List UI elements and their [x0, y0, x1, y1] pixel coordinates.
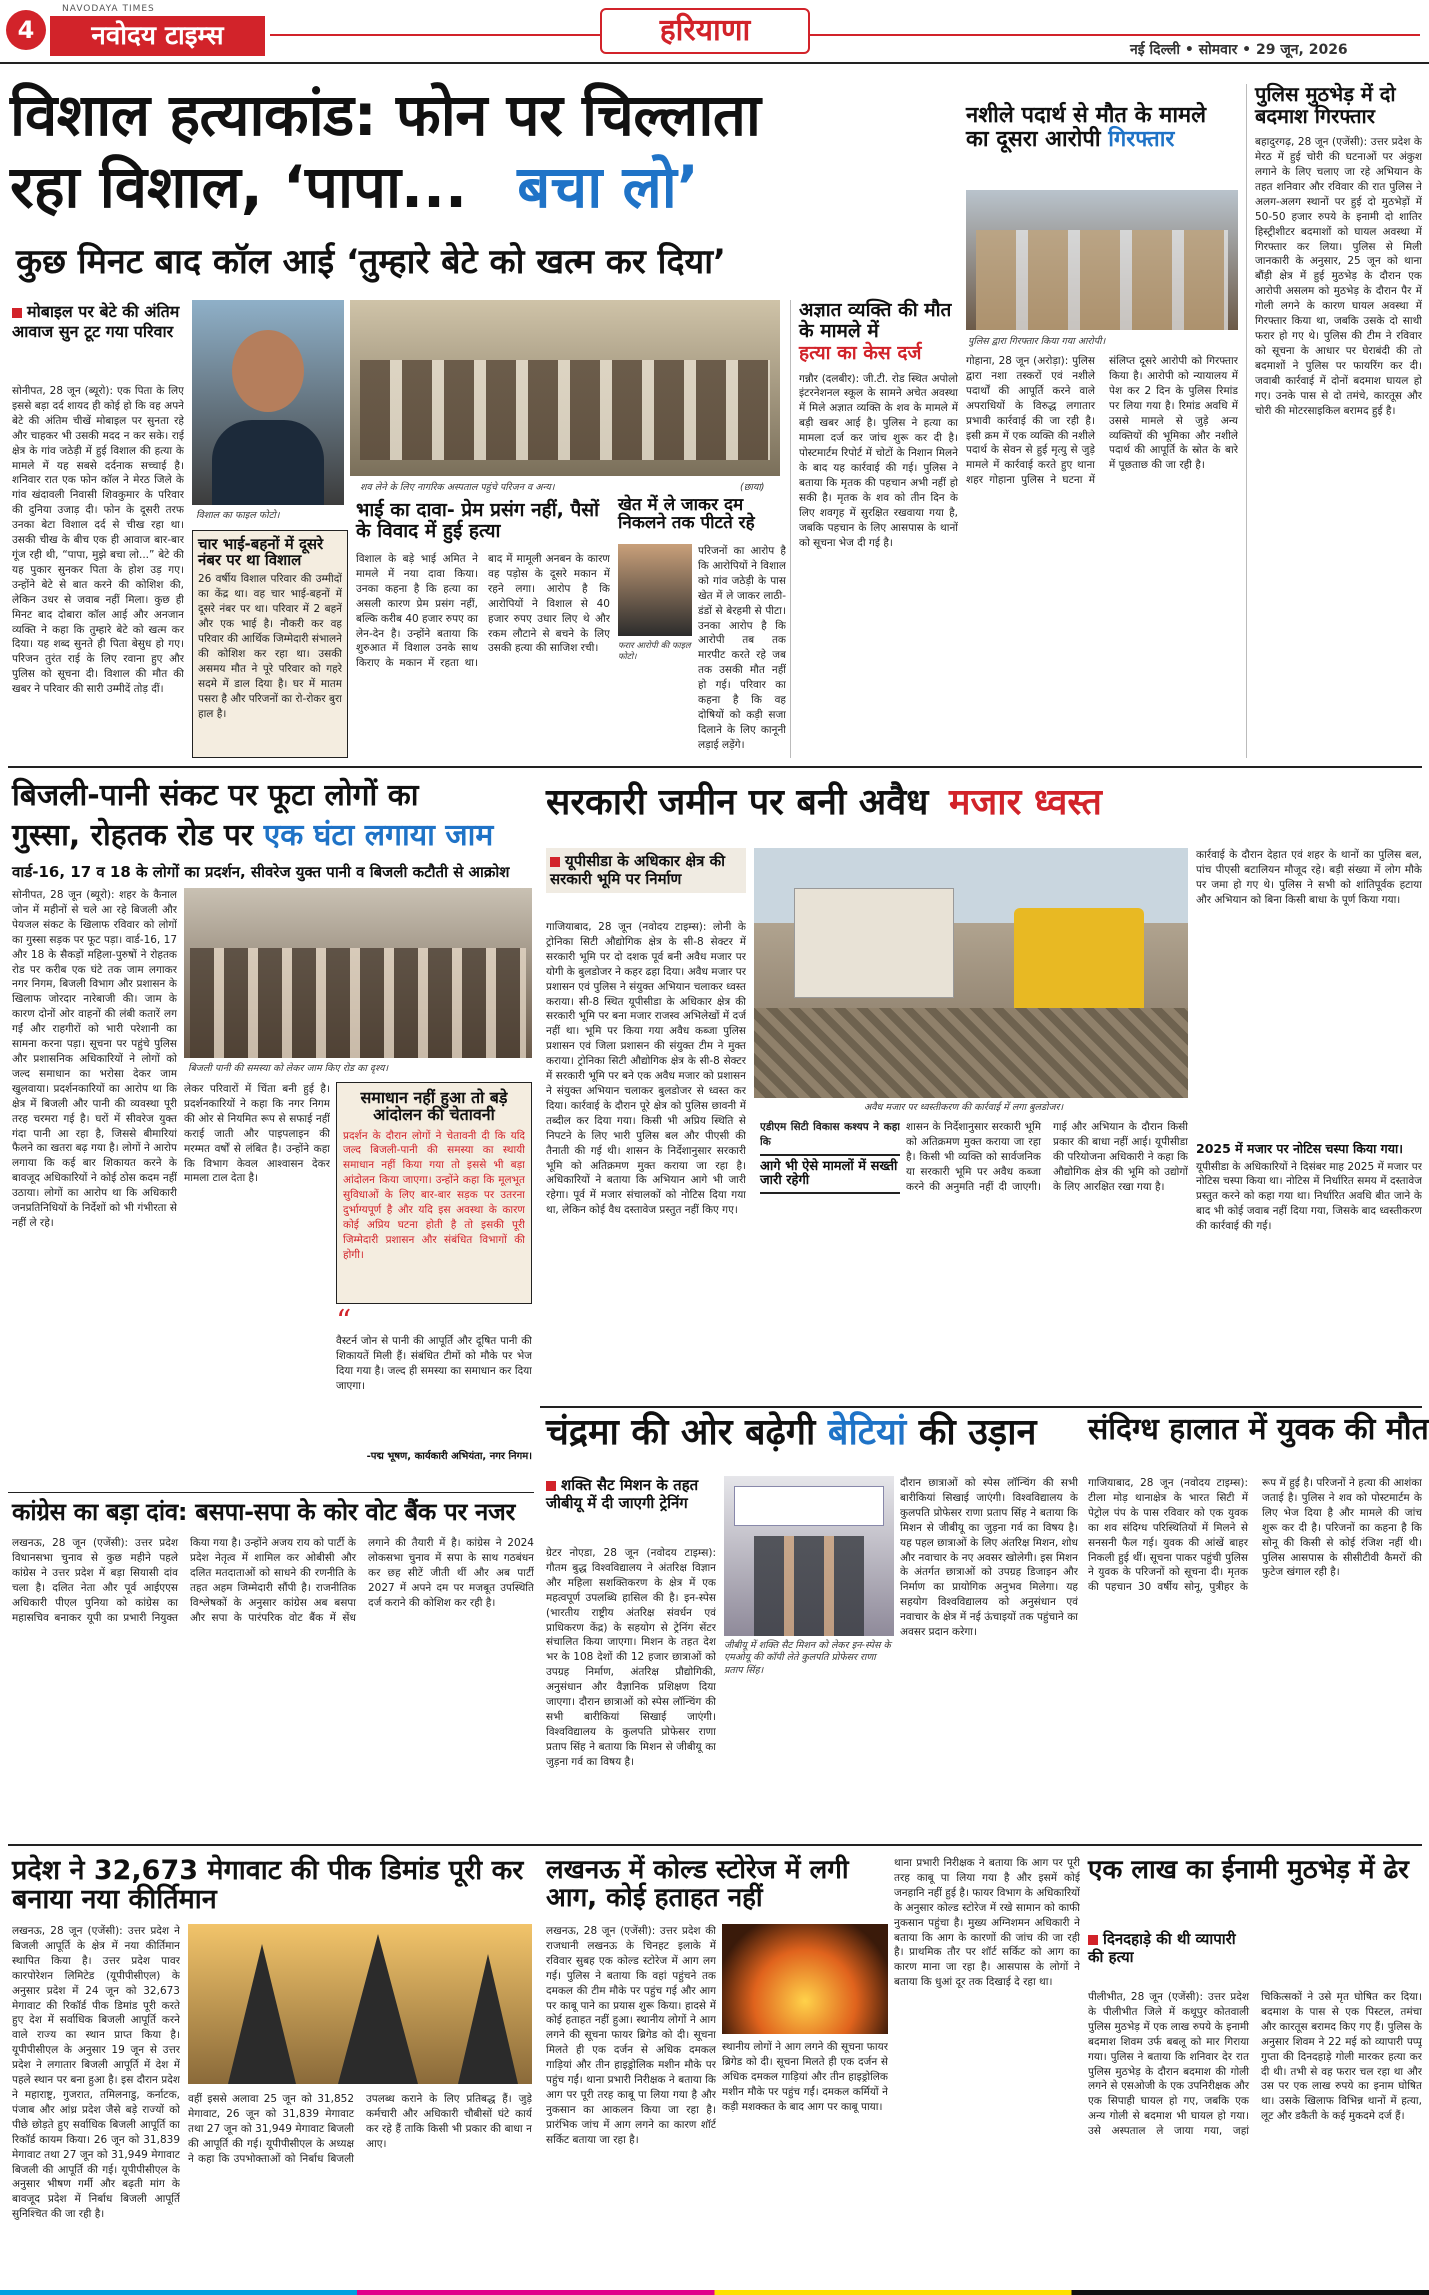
lead-box-siblings-head: चार भाई-बहनों में दूसरे नंबर पर था विशाल — [198, 535, 324, 570]
story10-body-cont — [188, 2092, 532, 2286]
story5-head2a: गुस्सा, रोहतक रोड पर — [12, 818, 254, 853]
bullet-icon — [1088, 1935, 1098, 1945]
masthead-bottom-rule — [0, 62, 1429, 64]
story5-box — [336, 1082, 532, 1304]
quote-icon: “ — [336, 1304, 352, 1339]
lead-photo-relatives-caption: शव लेने के लिए नागरिक अस्पताल पहुंचे परिजन व अन्य। — [360, 482, 555, 493]
story7-side-body-1: कार्रवाई के दौरान देहात एवं शहर के थानों का पुलिस बल, पांच पीएसी बटालियन मौजूद रहे। बड़ी संख्या में लोग मौके पर जमा हो गए थे। पुलिस ने सभी को शांतिपूर्वक हटाया और अभियान को बिना किसी बाधा के पूर्ण किया गया। — [1196, 849, 1422, 906]
masthead-rule — [270, 34, 1420, 36]
story5-quote-text: वैस्टर्न जोन से पानी की आपूर्ति और दूषित पानी की शिकायतें मिली हैं। संबंधित टीमों को मौके पर भेज दिया गया है। जल्द ही समस्या का समाधान कर दिया जाएगा। — [336, 1335, 532, 1392]
story2-head-a: नशीले पदार्थ से मौत के मामले का दूसरा आरोपी — [966, 103, 1207, 152]
divider-3 — [8, 1492, 534, 1493]
story10-head: प्रदेश ने 32,673 मेगावाट की पीक डिमांड पूरी कर बनाया नया कीर्तिमान — [12, 1855, 524, 1916]
story5-head2b: एक घंटा लगाया जाम — [263, 818, 494, 853]
lead-photo-vishal-caption: विशाल का फाइल फोटो। — [196, 510, 280, 521]
lead-headline-line2 — [10, 153, 699, 221]
people-shape — [754, 1536, 864, 1636]
story8-kicker-text: शक्ति सैट मिशन के तहत जीबीयू में दी जाएगी ट्रेनिंग — [546, 1476, 699, 1513]
lead-kicker-text: मोबाइल पर बेटे की अंतिम आवाज सुन टूट गया परिवार — [12, 302, 180, 341]
story12-head: एक लाख का ईनामी मुठभेड़ में ढेर — [1088, 1855, 1409, 1885]
story5-body-cont-text: लेकर परिवारों में चिंता बनी हुई है। प्रदर्शनकारियों ने कहा कि नगर निगम की ओर से नियमित रूप से सफाई नहीं कराई जाती और पाइपलाइन की मरम्मत वर्षों से लंबित है। उन्होंने कहा कि विभाग केवल आश्वासन देकर मामला टाल देता है। — [184, 1083, 330, 1185]
lead-brother-head: भाई का दावा- प्रेम प्रसंग नहीं, पैसों के विवाद में हुई हत्या — [356, 499, 600, 542]
story2-head — [966, 104, 1234, 152]
lead-photo-relatives-credit: (छाया) — [740, 482, 765, 493]
person-silhouette-icon — [232, 330, 304, 412]
story5-head1: बिजली-पानी संकट पर फूटा लोगों का — [12, 778, 419, 813]
story5-caption: बिजली पानी की समस्या को लेकर जाम किए रोड का दृश्य। — [188, 1063, 389, 1074]
building-shape — [794, 888, 954, 998]
story2-photo — [966, 190, 1238, 330]
story5-quote — [336, 1304, 532, 1488]
lead-headline-line2b: बचा लो’ — [517, 153, 699, 221]
story7-head-text: सरकारी जमीन पर बनी अवैध — [546, 782, 929, 823]
lead-field-body: परिजनों का आरोप है कि आरोपियों ने विशाल को गांव जठेड़ी के पास खेत में ले जाकर लाठी-डंडों से बेरहमी से पीटा। उनका आरोप है कि आरोपी तब तक मारपीट करते रहे जब तक उसकी मौत नहीं हो गई। परिवार का कहना है कि वह दोषियों को कड़ी सजा दिलाने के लिए कानूनी लड़ाई लड़ेंगे। — [698, 545, 786, 751]
banner-shape — [734, 1486, 884, 1526]
story11-head: लखनऊ में कोल्ड स्टोरेज में लगी आग, कोई हताहत नहीं — [546, 1855, 849, 1914]
story3-box — [790, 300, 958, 758]
story7-body-cont — [906, 1120, 1188, 1398]
story5-head2 — [12, 820, 493, 852]
rubble-shape — [754, 1008, 1188, 1098]
story5-body: सोनीपत, 28 जून (ब्यूरो): शहर के कैनाल जोन में महीनों से चले आ रहे बिजली और पेयजल संकट के खिलाफ रविवार को लोगों का गुस्सा सड़क पर फूट पड़ा। वार्ड-16, 17 और 18 के सैकड़ों महिला-पुरुषों ने रोहतक रोड पर करीब एक घंटे तक जाम लगाकर नगर निगम, बिजली विभाग और प्रशासन के खिलाफ जोरदार नारेबाजी की। जाम के कारण दोनों ओर वाहनों की लंबी कतारें लग गईं और राहगीरों को भारी परेशानी का सामना करना पड़ा। सूचना पर पहुंचे पुलिस और प्रशासनिक अधिकारियों ने लोगों को जल्द समाधान का भरोसा देकर जाम खुलवाया। प्रदर्शनकारियों का आरोप था कि क्षेत्र में बिजली और पानी की व्यवस्था पूरी तरह चरमरा गई है। घरों में सीवरेज युक्त गंदा पानी आ रहा है, जिससे बीमारियां फैलने का खतरा बढ़ गया है। लोगों ने आरोप लगाया कि कई बार शिकायत करने के बावजूद अधिकारियों ने कोई ठोस कदम नहीं उठाया। लोगों का आरोप था कि अधिकारी जनप्रतिनिधियों के निर्देशों को भी गंभीरता से नहीं ले रहे। — [12, 889, 177, 1229]
story7-photo — [754, 848, 1188, 1098]
story7-head-red: मजार ध्वस्त — [949, 782, 1102, 823]
lead-box-siblings — [192, 530, 348, 758]
story9-head: संदिग्ध हालात में युवक की मौत — [1088, 1412, 1429, 1447]
story12-body: पीलीभीत, 28 जून (एजेंसी): उत्तर प्रदेश के पीलीभीत जिले में कथूपुर कोतवाली पुलिस मुठभेड़ में एक लाख रुपये के इनामी बदमाश शिवम उर्फ बबलू को मार गिराया गया। पुलिस ने बताया कि शनिवार देर रात पुलिस मुठभेड़ के दौरान बदमाश की गोली लगने से एसओजी के एक उपनिरीक्षक और एक सिपाही घायल हो गए, जबकि एक अन्य गोली से बदमाश भी घायल हो गया। उसे अस्पताल ले जाया गया, जहां चिकित्सकों ने उसे मृत घोषित कर दिया। बदमाश के पास से एक पिस्टल, तमंचा और कारतूस बरामद किए गए हैं। पुलिस के अनुसार शिवम ने 22 मई को व्यापारी पप्पू गुप्ता की दिनदहाड़े गोली मारकर हत्या कर दी थी। तभी से वह फरार चल रहा था और उस पर एक लाख रुपये का इनाम घोषित था। उसके खिलाफ विभिन्न थानों में हत्या, लूट और डकैती के कई मुकदमे दर्ज हैं। — [1088, 1991, 1422, 2138]
story7-caption: अवैध मजार पर ध्वस्तीकरण की कार्रवाई में लगा बुलडोजर। — [864, 1102, 1064, 1113]
story7-kicker-text: यूपीसीडा के अधिकार क्षेत्र की सरकारी भूमि पर निर्माण — [550, 852, 725, 889]
lead-brother-body: विशाल के बड़े भाई अमित ने मामले में नया दावा किया। उनका कहना है कि हत्या का असली कारण प्रेम प्रसंग नहीं, बल्कि करीब 40 हजार रुपए का लेन-देन है। उन्होंने बताया कि शुरुआत में विशाल उनके साथ किराए के मकान में रहता था। बाद में मामूली अनबन के कारण वह पड़ोस के दूसरे मकान में रहने लगा। आरोप है कि आरोपियों ने विशाल से 40 हजार रुपए उधार लिए थे और रकम लौटाने से बचने के लिए उसकी हत्या की साजिश रची। — [356, 553, 610, 670]
story5-photo — [184, 888, 532, 1058]
lead-field-head: खेत में ले जाकर दम निकलने तक पीटते रहे — [618, 495, 755, 534]
pylon-icon — [458, 1954, 518, 2084]
story11-body-cont2-text: थाना प्रभारी निरीक्षक ने बताया कि आग पर पूरी तरह काबू पा लिया गया है और इसमें कोई जनहानि नहीं हुई है। फायर विभाग के अधिकारियों के अनुसार कोल्ड स्टोरेज में रखे सामान को काफी नुकसान पहुंचा है। मुख्य अग्निशमन अधिकारी ने बताया कि आग के कारणों की जांच की जा रही है। प्राथमिक तौर पर शॉर्ट सर्किट को आग का कारण माना जा रहा है। आसपास के लोगों ने बताया कि धुआं दूर तक दिखाई दे रहा था। — [894, 1857, 1080, 1989]
story2-caption: पुलिस द्वारा गिरफ्तार किया गया आरोपी। — [968, 336, 1106, 347]
pylon-icon — [338, 1934, 418, 2084]
lead-box-siblings-body: 26 वर्षीय विशाल परिवार की उम्मीदों का केंद्र था। वह चार भाई-बहनों में दूसरे नंबर पर था। परिवार में 2 बहनें और एक भाई है। नौकरी कर वह परिवार की आर्थिक जिम्मेदारी संभालने की कोशिश कर रहा था। उसकी असमय मौत ने पूरे परिवार को गहरे सदमे में डाल दिया है। घर में मातम पसरा है और परिजनों का रो-रोकर बुरा हाल है। — [198, 573, 342, 720]
story8-head-b: बेटियां — [827, 1412, 907, 1453]
story11-body-cont2 — [894, 1856, 1080, 2286]
lead-photo-vishal — [192, 300, 344, 505]
story8-head — [546, 1414, 1037, 1453]
story12-kicker — [1088, 1930, 1248, 1967]
lead-body: सोनीपत, 28 जून (ब्यूरो): एक पिता के लिए इससे बड़ा दर्द शायद ही कोई हो कि वह अपने बेटे की अंतिम चीखें मोबाइल पर सुनता रहे और चाहकर भी उसकी मदद न कर सके। राई क्षेत्र के गांव जठेड़ी में हुई विशाल की हत्या के मामले में यह सबसे दर्दनाक सच्चाई है। शनिवार रात एक फोन कॉल ने मेरठ जिले के गांव खंदावली निवासी शिवकुमार के परिवार की दुनिया उजाड़ दी। फोन के दूसरी तरफ उनका बेटा विशाल दर्द से चीख रहा था। उसकी चीख के बीच एक ही आवाज बार-बार गूंज रही थी, “पापा, मुझे बचा लो...” बेटे की यह पुकार सुनकर पिता के होश उड़ गए। उन्होंने बेटे से बात करने की कोशिश की, लेकिन उधर से जवाब नहीं मिला। कुछ ही मिनट बाद दोबारा कॉल आई और अनजान व्यक्ति ने कहा कि तुम्हारे बेटे को खत्म कर दिया। यह शब्द सुनते ही पिता बेसुध हो गए। परिजन तुरंत राई के लिए रवाना हुए और पुलिस को सूचना दी। विशाल की मौत की खबर ने परिवार की सारी उम्मीदें तोड़ दीं। — [12, 385, 184, 696]
protest-crowd-shape — [190, 948, 526, 1058]
page-number: 4 — [6, 10, 46, 50]
story4-body: बहादुरगढ़, 28 जून (एजेंसी): उत्तर प्रदेश के मेरठ में हुई चोरी की घटनाओं पर अंकुश लगाने के लिए चलाए जा रहे अभियान के तहत शनिवार और रविवार की रात पुलिस ने अलग-अलग स्थानों पर हुई दो मुठभेड़ों में 50-50 हजार रुपये के इनामी दो शातिर हिस्ट्रीशीटर बदमाशों को घायल अवस्था में गिरफ्तार कर लिया। पुलिस से मिली जानकारी के अनुसार, 25 जून को थाना बौंड़ी क्षेत्र में हुई मुठभेड़ के दौरान एक आरोपी असलम को मुठभेड़ के दौरान पैर में गोली लगने के कारण घायल अवस्था में गिरफ्तार किया था, जबकि उसके दो साथी फरार हो गए थे। पुलिस की टीम ने रविवार को सूचना के आधार पर घेराबंदी की तो बदमाशों ने पुलिस पर फायरिंग कर दी। जवाबी कार्रवाई में दोनों बदमाश घायल हो गए। उनके पास से दो तमंचे, कारतूस और चोरी की मोटरसाइकिल बरामद हुई है। — [1255, 136, 1422, 417]
story7-body: गाजियाबाद, 28 जून (नवोदय टाइम्स): लोनी के ट्रोनिका सिटी औद्योगिक क्षेत्र के सी-8 सेक्टर में सरकारी भूमि पर दो दशक पूर्व बनी अवैध मजार पर योगी के बुलडोजर ने कहर ढहा दिया। अवैध मजार पर प्रशासन एवं पुलिस ने संयुक्त अभियान चलाकर ध्वस्त कराया। सी-8 स्थित यूपीसीडा के अधिकार क्षेत्र की सरकारी भूमि पर बना मजार राजस्व अभिलेखों में दर्ज नहीं था। भूमि पर किया गया अवैध कब्जा पुलिस प्रशासन एवं जिला प्रशासन की संयुक्त टीम ने मुक्त कराया। ट्रोनिका सिटी औद्योगिक क्षेत्र के सी-8 सेक्टर में सरकारी भूमि पर बने एक अवैध मजार को प्रशासन ने संयुक्त अभियान चलाकर बुलडोजर से ध्वस्त कर दिया। कार्रवाई के दौरान पूरे क्षेत्र को पुलिस छावनी में तब्दील कर दिया गया। किसी भी अप्रिय स्थिति से निपटने के लिए भारी पुलिस बल और पीएसी की तैनाती की गई थी। शासन के निर्देशानुसार सरकारी भूमि को अतिक्रमण मुक्त कराया जा रहा है। अधिकारियों ने बताया कि अभियान आगे भी जारी रहेगा। पूर्व में मजार संचालकों को नोटिस दिया गया था, लेकिन कोई वैध दस्तावेज प्रस्तुत नहीं किए गए। — [546, 921, 746, 1217]
story10-body: लखनऊ, 28 जून (एजेंसी): उत्तर प्रदेश ने बिजली आपूर्ति के क्षेत्र में नया कीर्तिमान स्थापित किया है। उत्तर प्रदेश पावर कारपोरेशन लिमिटेड (यूपीपीसीएल) के अनुसार प्रदेश में 24 जून को 32,673 मेगावाट की रिकॉर्ड पीक डिमांड पूरी करते हुए देश में सर्वाधिक बिजली आपूर्ति करने वाले राज्य का स्थान प्राप्त किया है। यूपीपीसीएल के अनुसार 19 जून से उत्तर प्रदेश ने लगातार बिजली आपूर्ति में देश में पहले स्थान पर बना हुआ है। इस दौरान प्रदेश ने महाराष्ट्र, गुजरात, तमिलनाडु, कर्नाटक, पंजाब और आंध्र प्रदेश जैसे बड़े राज्यों को पीछे छोड़ते हुए सर्वाधिक बिजली आपूर्ति का रिकॉर्ड कायम किया। 26 जून को 31,839 मेगावाट तथा 27 जून को 31,949 मेगावाट बिजली की आपूर्ति की गई। यूपीपीसीएल के अनुसार भीषण गर्मी और बढ़ती मांग के बावजूद प्रदेश में निर्बाध बिजली आपूर्ति सुनिश्चित की जा रही है। — [12, 1925, 180, 2221]
crowd-shape — [360, 360, 770, 460]
story7-side — [1196, 848, 1422, 1398]
story8-kicker — [546, 1476, 716, 1513]
story5-box-body: प्रदर्शन के दौरान लोगों ने चेतावनी दी कि यदि जल्द बिजली-पानी की समस्या का स्थायी समाधान नहीं किया गया तो इससे भी बड़ा आंदोलन किया जाएगा। उन्होंने कहा कि मूलभूत सुविधाओं के लिए बार-बार सड़क पर उतरना दुर्भाग्यपूर्ण है और यदि इस अवस्था के कारण कोई अप्रिय घटना होती है तो इसकी पूरी जिम्मेदारी प्रशासन और संबंधित विभागों की होगी। — [343, 1129, 525, 1261]
story8-caption: जीबीयू में शक्ति सैट मिशन को लेकर इन-स्पेस के एमओयू की कॉपी लेते कुलपति प्रोफेसर राणा प्रताप सिंह। — [724, 1640, 891, 1676]
story11-body-cont — [722, 2040, 888, 2286]
divider-2 — [540, 1406, 1422, 1408]
divider-1 — [8, 766, 1422, 768]
story3-head-red: हत्या का केस दर्ज — [799, 342, 922, 365]
story9-body: गाजियाबाद, 28 जून (नवोदय टाइम्स): टीला मोड़ थानाक्षेत्र के भारत सिटी में पेट्रोल पंप के पास रविवार को एक युवक का शव संदिग्ध परिस्थितियों में मिलने से सनसनी फैल गई। युवक की आंखें बाहर निकली हुई थीं। सूचना पाकर पहुंची पुलिस ने युवक के परिजनों को सूचना दी। मृतक की पहचान 30 वर्षीय सोनू, पुत्रीहर के रूप में हुई है। परिजनों ने हत्या की आशंका जताई है। पुलिस ने शव को पोस्टमार्टम के लिए भेज दिया है और मामले की जांच शुरू कर दी है। परिजनों का कहना है कि सोनू की किसी से कोई रंजिश नहीं थी। पुलिस आसपास के सीसीटीवी कैमरों की फुटेज खंगाल रही है। — [1088, 1477, 1422, 1594]
brand-logo: नवोदय टाइम्स — [50, 16, 265, 56]
police-figures-shape — [976, 230, 1228, 330]
footer-color-bar — [0, 2290, 1429, 2295]
story7-body-cont-text: शासन के निर्देशानुसार सरकारी भूमि को अतिक्रमण मुक्त कराया जा रहा है। किसी भी व्यक्ति को सार्वजनिक या सरकारी भूमि पर अवैध कब्जा करने की अनुमति नहीं दी जाएगी। गाई और अभियान के दौरान किसी प्रकार की बाधा नहीं आई। यूपीसीडा की परियोजना अधिकारी ने कहा कि औद्योगिक क्षेत्र की भूमि को उद्योगों के लिए आरक्षित रखा गया है। — [906, 1121, 1188, 1193]
dateline: नई दिल्ली • सोमवार • 29 जून, 2026 — [1130, 42, 1348, 58]
story6-head: कांग्रेस का बड़ा दांव: बसपा-सपा के कोर वोट बैंक पर नजर — [12, 1498, 516, 1526]
story8-head-a: चंद्रमा की ओर बढ़ेगी — [546, 1412, 816, 1453]
story8-body-cont — [900, 1476, 1078, 1836]
story5-body-cont — [184, 1082, 330, 1488]
masthead — [0, 0, 1429, 64]
bulldozer-shape — [1014, 908, 1144, 1018]
story10-body-cont-text: वहीं इससे अलावा 25 जून को 31,852 मेगावाट, 26 जून को 31,839 मेगावाट तथा 27 जून को 31,949 मेगावाट बिजली की आपूर्ति की गई। यूपीपीसीएल के अध्यक्ष ने कहा कि उपभोक्ताओं को निर्बाध बिजली उपलब्ध कराने के लिए प्रतिबद्ध हैं। जुड़े कर्मचारी और अधिकारी चौबीसों घंटे कार्य कर रहे हैं ताकि किसी भी प्रकार की बाधा न आए। — [188, 2093, 532, 2165]
section-label: हरियाणा — [600, 8, 810, 54]
story6-body: लखनऊ, 28 जून (एजेंसी): उत्तर प्रदेश विधानसभा चुनाव से कुछ महीने पहले कांग्रेस ने उत्तर प्रदेश में बड़ा सियासी दांव चला है। दलित नेता और पूर्व आईएएस अधिकारी पीएल पुनिया को कांग्रेस का महासचिव बनाकर यूपी का प्रभारी नियुक्त किया गया है। उन्होंने अजय राय को पार्टी के प्रदेश नेतृत्व में शामिल कर ओबीसी और दलित मतदाताओं को साधने की रणनीति के तहत अहम जिम्मेदारी सौंपी है। राजनीतिक विश्लेषकों के अनुसार कांग्रेस अब बसपा और सपा के पारंपरिक वोट बैंक में सेंध लगाने की तैयारी में है। कांग्रेस ने 2024 लोकसभा चुनाव में सपा के साथ गठबंधन कर छह सीटें जीती थीं और अब पार्टी 2027 में अपने दम पर मजबूत उपस्थिति दर्ज कराने की कोशिश कर रही है। — [12, 1537, 534, 1624]
story7-pull — [760, 1120, 900, 1398]
story11-body-cont-text: स्थानीय लोगों ने आग लगने की सूचना फायर ब्रिगेड को दी। सूचना मिलते ही एक दर्जन से अधिक दमकल गाड़ियां और तीन हाइड्रोलिक मशीन मौके पर पहुंच गईं। दमकल कर्मियों ने कड़ी मशक्कत के बाद आग पर काबू पाया। — [722, 2041, 888, 2113]
story7-pull-quote: आगे भी ऐसे मामलों में सख्ती जारी रहेगी — [760, 1154, 900, 1194]
story8-body: ग्रेटर नोएडा, 28 जून (नवोदय टाइम्स): गौतम बुद्ध विश्वविद्यालय ने अंतरिक्ष विज्ञान और महिला सशक्तिकरण के क्षेत्र में एक महत्वपूर्ण उपलब्धि हासिल की है। इन-स्पेस (भारतीय राष्ट्रीय अंतरिक्ष संवर्धन एवं प्राधिकरण केंद्र) के सहयोग से ट्रेनिंग सेंटर संचालित किया जाएगा। मिशन के तहत देश भर के 108 देशों की 12 हजार छात्राओं को उपग्रह निर्माण, अंतरिक्ष प्रौद्योगिकी, अनुसंधान और वैज्ञानिक प्रशिक्षण दिया जाएगा। दौरान छात्राओं को स्पेस लॉन्चिंग की सभी बारीकियां सिखाई जाएंगी। विश्वविद्यालय के कुलपति प्रोफेसर राणा प्रताप सिंह ने बताया कि मिशन से जीबीयू का जुड़ना गर्व का विषय है। — [546, 1547, 716, 1768]
bullet-icon — [12, 308, 22, 318]
story4-head: पुलिस मुठभेड़ में दो बदमाश गिरफ्तार — [1255, 82, 1396, 128]
story7-sub-head: 2025 में मजार पर नोटिस चस्पा किया गया। — [1196, 1141, 1403, 1156]
story5-quote-by: -पद्म भूषण, कार्यकारी अभियंता, नगर निगम। — [366, 1451, 532, 1462]
lead-photo-relatives — [350, 300, 780, 476]
pylon-icon — [228, 1944, 296, 2084]
story8-photo — [724, 1476, 894, 1636]
story8-body-cont-text: दौरान छात्राओं को स्पेस लॉन्चिंग की सभी बारीकियां सिखाई जाएंगी। विश्वविद्यालय के कुलपति प्रोफेसर राणा प्रताप सिंह ने बताया कि मिशन से जीबीयू का जुड़ना गर्व का विषय है। यह पहल छात्राओं के लिए अंतरिक्ष मिशन, शोध और नवाचार के नए अवसर खोलेगी। इस मिशन के अंतर्गत छात्राओं को उपग्रह डिजाइन और निर्माण का प्रायोगिक अनुभव मिलेगा। यह सहयोग विश्वविद्यालय को अनुसंधान एवं नवाचार के क्षेत्र में नई ऊंचाइयों तक पहुंचाने का अवसर प्रदान करेगा। — [900, 1477, 1078, 1639]
story8-head-c: की उड़ान — [918, 1412, 1037, 1453]
story4-box — [1246, 84, 1422, 758]
story11-body: लखनऊ, 28 जून (एजेंसी): उत्तर प्रदेश की राजधानी लखनऊ के चिनहट इलाके में रविवार सुबह एक कोल्ड स्टोरेज में आग लग गई। पुलिस ने बताया कि वहां पहुंचने तक दमकल की टीम मौके पर पहुंच गई और आग पर काबू पाने का प्रयास शुरू किया। हादसे में कोई हताहत नहीं हुआ। स्थानीय लोगों ने आग लगने की सूचना फायर ब्रिगेड को दी। सूचना मिलते ही एक दर्जन से अधिक दमकल गाड़ियां और तीन हाइड्रोलिक मशीन मौके पर पहुंच गईं। थाना प्रभारी निरीक्षक ने बताया कि आग पर पूरी तरह काबू पा लिया गया है और नुकसान का आकलन किया जा रहा है। प्रारंभिक जांच में आग लगने का कारण शॉर्ट सर्किट बताया जा रहा है। — [546, 1925, 716, 2146]
accused-photo — [618, 544, 692, 636]
story7-pull-intro: एडीएम सिटी विकास कश्यप ने कहा कि — [760, 1121, 900, 1148]
story10-photo — [188, 1924, 532, 2084]
lead-kicker — [12, 302, 182, 341]
brand-small: NAVODAYA TIMES — [62, 4, 155, 14]
lead-headline-line2a: रहा विशाल, ‘पापा... — [10, 153, 468, 221]
bullet-icon — [550, 857, 560, 867]
story7-side-body-2: यूपीसीडा के अधिकारियों ने दिसंबर माह 2025 में मजार पर नोटिस चस्पा किया था। नोटिस में निर्धारित समय में दस्तावेज प्रस्तुत करने को कहा गया था। निर्धारित अवधि बीत जाने के बाद भी कोई जवाब नहीं दिया गया, जिसके बाद ध्वस्तीकरण की कार्रवाई की गई। — [1196, 1160, 1422, 1233]
divider-4 — [8, 1844, 1422, 1846]
story2-head-b: गिरफ्तार — [1108, 126, 1175, 152]
lead-subheadline: कुछ मिनट बाद कॉल आई ‘तुम्हारे बेटे को खत्म कर दिया’ — [16, 242, 726, 282]
story5-box-head: समाधान नहीं हुआ तो बड़े आंदोलन की चेतावनी — [360, 1088, 508, 1125]
story5-sub: वार्ड-16, 17 व 18 के लोगों का प्रदर्शन, सीवरेज युक्त पानी व बिजली कटौती से आक्रोश — [12, 863, 510, 881]
bullet-icon — [546, 1481, 556, 1491]
story7-kicker — [546, 848, 746, 893]
story3-body: गन्नौर (दलबीर): जी.टी. रोड स्थित अपोलो इंटरनेशनल स्कूल के सामने अचेत अवस्था में मिले अज्ञात व्यक्ति के शव के मामले में बड़ी खबर आई है। पुलिस ने हत्या का मामला दर्ज कर जांच शुरू कर दी है। पोस्टमार्टम रिपोर्ट में चोटों के निशान मिलने के बाद यह कार्रवाई की गई। पुलिस ने बताया कि मृतक की पहचान अभी नहीं हो सकी है। मृतक के शव को तीन दिन के लिए शवगृह में सुरक्षित रखवाया गया है, जबकि पहचान के लिए आसपास के थानों को सूचना भेज दी गई है। — [799, 372, 958, 549]
story12-kicker-text: दिनदहाड़े की थी व्यापारी की हत्या — [1088, 1930, 1236, 1967]
person-shirt-shape — [212, 420, 324, 505]
story3-head: अज्ञात व्यक्ति की मौत के मामले में — [799, 299, 952, 342]
story2-body: गोहाना, 28 जून (अरोड़ा): पुलिस द्वारा नशा तस्करों एवं नशीले पदार्थों की आपूर्ति करने वाले अपराधियों के विरुद्ध लगातार प्रभावी कार्रवाई की जा रही है। इसी क्रम में एक व्यक्ति की नशीले पदार्थ के सेवन से हुई मृत्यु से जुड़े मामले में कार्रवाई करते हुए थाना शहर गोहाना पुलिस ने घटना में संलिप्त दूसरे आरोपी को गिरफ्तार किया है। आरोपी को न्यायालय में पेश कर 2 दिन के पुलिस रिमांड पर लिया गया है। रिमांड अवधि में उससे मामले से जुड़े अन्य व्यक्तियों की भूमिका और नशीले पदार्थ की आपूर्ति के स्रोत के बारे में पूछताछ की जा रही है। — [966, 355, 1238, 487]
story7-head — [546, 784, 1102, 823]
story11-photo — [722, 1924, 888, 2034]
lead-headline-line1: विशाल हत्याकांड: फोन पर चिल्लाता — [10, 81, 761, 149]
accused-photo-caption: फरार आरोपी की फाइल फोटो। — [618, 641, 691, 662]
